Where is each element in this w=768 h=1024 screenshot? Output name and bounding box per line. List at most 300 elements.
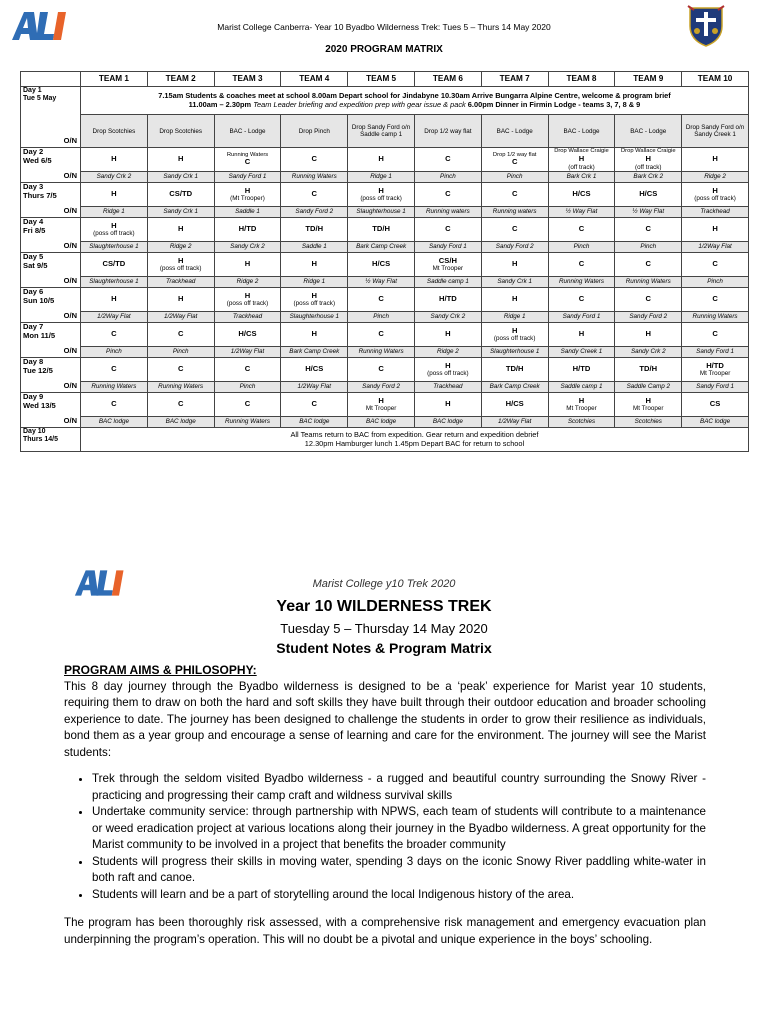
activity-code: H [111,154,117,164]
activity-cell [615,183,682,207]
overnight-location-cell: Ridge 1 [348,172,415,183]
overnight-location-cell: Sandy Crk 2 [214,242,281,253]
overnight-label: O/N [63,416,77,426]
day-overnight-row [21,172,749,183]
team-header: TEAM 7 [481,72,548,87]
day-overnight-row [21,382,749,393]
activity-cell [548,323,615,347]
activity-code: C [378,364,384,374]
activity-code: TD/H [372,224,390,234]
team-header: TEAM 3 [214,72,281,87]
activity-detail: (poss off track) [293,300,336,308]
activity-code: C [111,329,117,339]
day1-note-row [21,87,749,115]
activity-cell [147,253,214,277]
overnight-location-cell: Sandy Crk 1 [481,277,548,288]
activity-cell [481,183,548,207]
overnight-location-cell: Sandy Ford 2 [615,312,682,323]
activity-code: C [645,259,652,269]
overnight-location-cell: ½ Way Flat [548,207,615,218]
activity-code: H [311,329,318,339]
overnight-cell: Drop Scotchies [147,115,214,148]
overnight-location-cell: Slaughterhouse 1 [281,312,348,323]
day-number: Day 9 [23,392,44,401]
activity-cell [81,358,148,382]
activity-code: H/CS [639,189,658,199]
activity-cell [414,253,481,277]
overnight-location-cell: Bark Camp Creek [281,347,348,358]
activity-cell [548,218,615,242]
activity-code: H [445,399,451,409]
overnight-label: O/N [63,206,77,216]
day-activity-row [21,358,749,382]
overnight-location-cell: Running Waters [348,347,415,358]
overnight-location-cell: Sandy Crk 2 [615,347,682,358]
day1-note-briefing: Team Leader briefing and expedition prep with gear issue & pack [251,99,466,109]
overnight-location-cell: Slaughterhouse 1 [81,242,148,253]
overnight-location-cell: Pinch [682,277,749,288]
overnight-cell: BAC - Lodge [548,115,615,148]
activity-code: H [712,154,718,164]
activity-code: H/TD [706,360,724,370]
activity-cell [281,323,348,347]
activity-cell [414,358,481,382]
activity-cell [81,288,148,312]
overnight-location-cell: Running Waters [81,382,148,393]
aims-heading: PROGRAM AIMS & PHILOSOPHY: [64,663,257,677]
activity-code: H [311,290,318,300]
activity-cell [615,288,682,312]
team-header: TEAM 1 [81,72,148,87]
matrix-header-row [21,72,749,87]
activity-code: C [511,157,518,167]
activity-cell [348,183,415,207]
notes-title: Year 10 WILDERNESS TREK [276,598,492,615]
overnight-location-cell: Running Waters [615,277,682,288]
day10-note-row [21,428,749,452]
activity-cell [615,218,682,242]
day-label [21,218,81,253]
activity-cell [481,393,548,417]
day-activity-row [21,218,749,242]
overnight-location-cell: Saddle camp 1 [414,277,481,288]
overnight-label: O/N [63,136,77,146]
overnight-location-cell: Trackhead [147,277,214,288]
activity-cell [214,218,281,242]
overnight-location-cell: Sandy Ford 1 [682,382,749,393]
activity-cell [147,323,214,347]
overnight-location-cell: Running waters [481,207,548,218]
day-activity-row [21,183,749,207]
activity-detail: Mt Trooper [432,265,464,273]
day-activity-row [21,288,749,312]
activity-code: CS [709,399,721,409]
overnight-location-cell: Sandy Ford 1 [414,242,481,253]
activity-code: H [111,294,117,304]
team-header: TEAM 8 [548,72,615,87]
day-label [21,148,81,183]
overnight-location-cell: Pinch [214,382,281,393]
activity-cell [682,288,749,312]
activity-code: H [311,259,318,269]
activity-code: CS/H [438,255,457,265]
activity-code: C [177,329,184,339]
team-header: TEAM 2 [147,72,214,87]
day10-label [21,428,81,452]
activity-code: H/CS [372,259,391,269]
overnight-location-cell: Running Waters [214,417,281,428]
activity-cell [147,148,214,172]
overnight-cell: BAC - Lodge [214,115,281,148]
activity-code: C [111,364,117,374]
day-label [21,393,81,428]
activity-cell [615,253,682,277]
day-activity-row [21,148,749,172]
day-date: Sat 9/5 [23,260,48,270]
activity-code: H/CS [238,329,257,339]
activity-detail: (Mt Trooper) [230,195,265,203]
team-header: TEAM 6 [414,72,481,87]
overnight-cell: Drop Sandy Ford o/n Saddle camp 1 [348,115,415,148]
day-label [21,323,81,358]
day-number: Day 2 [23,147,44,156]
activity-cell [214,183,281,207]
activity-cell [214,358,281,382]
activity-cell [81,183,148,207]
overnight-location-cell: Running Waters [147,382,214,393]
matrix-title: 2020 PROGRAM MATRIX [325,44,443,55]
activity-cell [214,323,281,347]
activity-cell [348,323,415,347]
activity-code: CS/TD [102,259,126,269]
overnight-location-cell: BAC lodge [682,417,749,428]
activity-code: H [177,224,184,234]
activity-code: C [578,259,585,269]
activity-code: C [445,224,451,234]
day-number: Day 8 [23,357,44,366]
activity-drop-note: Drop Wallace Craigie [554,148,609,155]
activity-cell [481,148,548,172]
activity-cell [548,253,615,277]
activity-cell [147,358,214,382]
overnight-location-cell: BAC lodge [414,417,481,428]
overnight-location-cell: Pinch [81,347,148,358]
activity-detail: (poss off track) [159,265,202,273]
activity-detail: Mt Trooper [633,405,664,413]
activity-code: C [645,294,652,304]
overnight-location-cell: Trackhead [414,382,481,393]
day1-note-time: 11.00am – 2.30pm [188,99,252,109]
activity-cell [281,358,348,382]
overnight-location-cell: 1/2Way Flat [214,347,281,358]
activity-detail: (poss off track) [226,300,269,308]
overnight-cell: BAC - Lodge [615,115,682,148]
notes-school-line: Marist College y10 Trek 2020 [312,578,456,590]
activity-code: H [645,329,652,339]
activity-cell [481,253,548,277]
activity-code: H [378,185,384,195]
day-date: Thurs 14/5 [23,436,59,444]
activity-code: H/CS [505,399,524,409]
overnight-location-cell: Ridge 2 [682,172,749,183]
day-overnight-row [21,417,749,428]
activity-code: H [378,154,384,164]
day1-note-dinner: 6.00pm Dinner in Firmin Lodge - teams 3, 7, 8 & 9 [465,99,641,109]
day-date: Fri 8/5 [23,225,46,235]
overnight-location-cell: 1/2Way Flat [481,417,548,428]
activity-cell [147,218,214,242]
activity-code: C [578,224,585,234]
overnight-location-cell: Sandy Crk 1 [147,172,214,183]
overnight-location-cell: Sandy Crk 2 [81,172,148,183]
overnight-label: O/N [63,381,77,391]
overnight-location-cell: Running waters [414,207,481,218]
activity-cell [414,218,481,242]
activity-cell [348,393,415,417]
day1-label [21,87,81,148]
activity-cell [481,323,548,347]
activity-code: C [311,189,318,199]
overnight-location-cell: Scotchies [548,417,615,428]
day1-schedule-note [81,87,749,115]
day-activity-row [21,393,749,417]
activity-cell [81,393,148,417]
day-date: Wed 6/5 [23,155,52,165]
overnight-location-cell: Bark Camp Creek [481,382,548,393]
activity-cell [548,393,615,417]
activity-code: H [712,224,718,234]
overnight-location-cell: Ridge 1 [81,207,148,218]
overnight-cell: Drop Scotchies [81,115,148,148]
activity-cell [281,288,348,312]
aims-list [64,771,706,903]
activity-code: H [578,329,585,339]
day-number: Day 10 [23,428,46,435]
overnight-location-cell: Bark Crk 1 [548,172,615,183]
overnight-location-cell: Saddle 1 [281,242,348,253]
activity-drop-note: Drop Wallace Craigie [620,148,676,155]
overnight-location-cell: Sandy Ford 1 [548,312,615,323]
activity-code: H [511,325,518,335]
activity-code: H [177,294,184,304]
activity-cell [481,218,548,242]
overnight-label: O/N [63,171,77,181]
activity-cell [481,358,548,382]
overnight-location-cell: Sandy Ford 1 [214,172,281,183]
overnight-location-cell: 1/2Way Flat [682,242,749,253]
overnight-location-cell: Saddle 1 [214,207,281,218]
activity-code: C [244,399,251,409]
activity-code: C [244,157,251,167]
activity-code: H/TD [238,224,257,234]
activity-cell [615,148,682,172]
activity-drop-note: Running Waters [226,151,269,158]
day-number: Day 3 [23,182,44,191]
aims-list-item: • Trek through the seldom visited Byadbo wilderness - a rugged and beautiful country surrounding the Snowy River - practicing and progressing their camp craft and wildness survival skills [92,771,706,804]
corner-cell [21,72,81,87]
overnight-location-cell: Ridge 2 [214,277,281,288]
day-overnight-row [21,207,749,218]
overnight-location-cell: Saddle Camp 2 [615,382,682,393]
activity-cell [548,183,615,207]
activity-code: C [311,399,318,409]
overnight-location-cell: Slaughterhouse 1 [348,207,415,218]
overnight-location-cell: Ridge 2 [147,242,214,253]
activity-code: H [645,395,652,405]
overnight-location-cell: Sandy Ford 2 [281,207,348,218]
day1-note-line2 [82,101,747,110]
overnight-location-cell: Pinch [348,312,415,323]
activity-cell [682,323,749,347]
activity-code: H [712,185,718,195]
overnight-location-cell: Bark Camp Creek [348,242,415,253]
activity-cell [147,183,214,207]
activity-cell [414,323,481,347]
activity-detail: Mt Trooper [566,405,597,413]
team-header: TEAM 4 [281,72,348,87]
activity-code: C [445,154,451,164]
activity-code: TD/H [505,364,524,374]
overnight-location-cell: Bark Crk 2 [615,172,682,183]
day-overnight-row [21,242,749,253]
overnight-location-cell: Pinch [548,242,615,253]
activity-code: H/TD [572,364,591,374]
activity-code: H [244,290,251,300]
activity-cell [615,358,682,382]
overnight-location-cell: 1/2Way Flat [281,382,348,393]
activity-code: H [177,154,184,164]
activity-cell [548,148,615,172]
day-activity-row [21,253,749,277]
activity-detail: (poss off track) [427,370,469,378]
closing-paragraph: The program has been thoroughly risk assessed, with a comprehensive risk management and emergency evacuation plan underpinning the program’s operation. This will no doubt be a pivotal and unique experience in the boys’ schooling. [64,916,706,946]
overnight-location-cell: Ridge 2 [414,347,481,358]
overnight-location-cell: Sandy Ford 1 [682,347,749,358]
overnight-location-cell: Sandy Ford 2 [481,242,548,253]
day-overnight-row [21,347,749,358]
activity-cell [81,148,148,172]
aims-list-item: • Students will progress their skills in moving water, spending 3 days on the iconic Snowy River paddling white-water in both raft and canoe. [92,854,706,887]
activity-code: H [511,259,518,269]
overnight-cell: BAC - Lodge [481,115,548,148]
notes-body [64,662,706,948]
overnight-location-cell: ½ Way Flat [615,207,682,218]
overnight-location-cell: BAC lodge [81,417,148,428]
day-number: Day 7 [23,322,44,331]
activity-cell [348,148,415,172]
activity-cell [414,393,481,417]
day-activity-row [21,323,749,347]
activity-cell [214,393,281,417]
program-matrix-table [20,71,749,452]
overnight-location-cell: Saddle camp 1 [548,382,615,393]
overnight-location-cell: 1/2Way Flat [81,312,148,323]
team-header: TEAM 10 [682,72,749,87]
overnight-location-cell: Running Waters [682,312,749,323]
day-date: Wed 13/5 [23,400,56,410]
activity-cell [548,358,615,382]
overnight-location-cell: 1/2Way Flat [147,312,214,323]
activity-detail: Mt Trooper [699,370,731,378]
activity-code: C [111,399,117,409]
overnight-location-cell: Ridge 1 [281,277,348,288]
activity-code: H [177,255,184,265]
overnight-location-cell: Running Waters [548,277,615,288]
activity-code: H [111,189,117,199]
day-date: Sun 10/5 [23,295,55,305]
overnight-location-cell: Pinch [414,172,481,183]
activity-code: H [511,294,518,304]
activity-cell [481,288,548,312]
day-number: Day 6 [23,287,44,296]
activity-code: TD/H [639,364,658,374]
activity-cell [348,358,415,382]
overnight-label: O/N [63,276,77,286]
overnight-location-cell: Pinch [147,347,214,358]
activity-cell [81,323,148,347]
activity-cell [147,288,214,312]
activity-cell [682,183,749,207]
activity-code: C [445,189,451,199]
day10-note-line2: 12.30pm Hamburger lunch 1.45pm Depart BAC for return to school [304,438,525,448]
activity-cell [548,288,615,312]
day-number: Day 5 [23,252,44,261]
overnight-location-cell: Running Waters [281,172,348,183]
overnight-cell: Drop Sandy Ford o/n Sandy Creek 1 [682,115,749,148]
overnight-location-cell: Sandy Crk 2 [414,312,481,323]
activity-code: H [445,329,451,339]
activity-cell [348,253,415,277]
day-date: Tue 12/5 [23,365,53,375]
overnight-label: O/N [63,311,77,321]
school-crest-icon [686,4,726,48]
overnight-location-cell: Trackhead [682,207,749,218]
activity-cell [682,393,749,417]
overnight-location-cell: ½ Way Flat [348,277,415,288]
overnight-label: O/N [63,346,77,356]
activity-code: C [378,329,384,339]
activity-code: C [712,329,718,339]
day10-note-line1: All Teams return to BAC from expedition. Gear return and expedition debrief [290,429,539,439]
activity-code: C [578,294,585,304]
activity-cell [214,288,281,312]
intro-paragraph: This 8 day journey through the Byadbo wilderness is designed to be a ‘peak’ experience for Marist year 10 students, requiring them to draw on both the hard and soft skills they have built through their outdoor education and broader schooling experience to date. The journey has been designed to challenge the students in order to grow their resilience as individuals, bond them as a year group and encourage a sense of learning and care for the environment. The journey will see the Marist students: [64,679,706,759]
activity-code: H [645,153,652,163]
activity-code: H [111,220,117,230]
activity-code: H [244,185,251,195]
overnight-location-cell: Sandy Ford 2 [348,382,415,393]
activity-code: H [378,395,384,405]
day-overnight-row [21,312,749,323]
activity-code: C [511,189,518,199]
day10-schedule-note [81,428,749,452]
activity-cell [414,183,481,207]
day-label [21,288,81,323]
activity-detail: (off track) [635,163,662,171]
day1-note-line1: 7.15am Students & coaches meet at school 8.00am Depart school for Jindabyne 10.30am Arrive Bungarra Alpine Centre, welcome & program brief [158,91,671,101]
activity-detail: (poss off track) [694,195,736,203]
overnight-cell: Drop 1/2 way flat [414,115,481,148]
activity-cell [281,218,348,242]
activity-code: H/TD [439,294,457,304]
activity-cell [682,218,749,242]
overnight-location-cell: Slaughterhouse 1 [81,277,148,288]
notes-subtitle: Student Notes & Program Matrix [276,640,492,656]
overnight-location-cell: Slaughterhouse 1 [481,347,548,358]
day-overnight-row [21,277,749,288]
activity-cell [414,148,481,172]
overnight-location-cell: BAC lodge [281,417,348,428]
